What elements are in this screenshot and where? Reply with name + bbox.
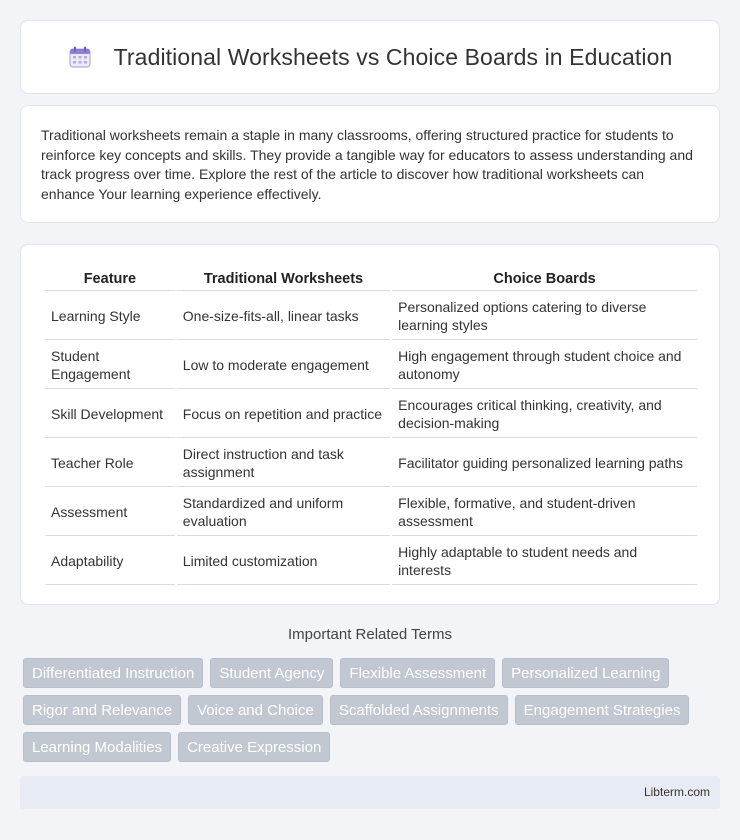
tag-student-agency[interactable]: Student Agency [210,658,333,688]
title-card [20,20,720,94]
table-cell: One-size-fits-all, linear tasks [177,293,390,340]
table-cell: Personalized options catering to diverse learning styles [392,293,697,340]
table-cell: Adaptability [45,538,175,585]
related-terms-list [23,658,723,762]
tag-differentiated-instruction[interactable]: Differentiated Instruction [23,658,203,688]
table-cell: Teacher Role [45,440,175,487]
table-cell: Highly adaptable to student needs and interests [392,538,697,585]
table-cell: Learning Style [45,293,175,340]
tag-voice-and-choice[interactable]: Voice and Choice [188,695,323,725]
intro-paragraph: Traditional worksheets remain a staple in many classrooms, offering structured practice for students to reinforce key concepts and skills. They provide a tangible way for educators to assess understanding and track progress over time. Explore the rest of the article to discover how traditional worksheets can enhance Your learning experience effectively. [41,127,693,202]
table-cell: Encourages critical thinking, creativity, and decision-making [392,391,697,438]
table-cell: Facilitator guiding personalized learning paths [392,440,697,487]
table-cell: Limited customization [177,538,390,585]
table-cell: Skill Development [45,391,175,438]
footer [20,776,720,809]
table-cell: Flexible, formative, and student-driven assessment [392,489,697,536]
table-row [45,391,697,438]
table-cell: Assessment [45,489,175,536]
tag-personalized-learning[interactable]: Personalized Learning [502,658,669,688]
calendar-icon [68,45,92,69]
tag-scaffolded-assignments[interactable]: Scaffolded Assignments [330,695,508,725]
table-row [45,342,697,389]
tag-engagement-strategies[interactable]: Engagement Strategies [515,695,690,725]
page-title: Traditional Worksheets vs Choice Boards in Education [113,43,673,70]
table-cell: Direct instruction and task assignment [177,440,390,487]
table-cell: High engagement through student choice and autonomy [392,342,697,389]
table-header-row [45,267,697,291]
column-header-feature: Feature [45,267,175,291]
tag-flexible-assessment[interactable]: Flexible Assessment [340,658,495,688]
comparison-card [20,244,720,605]
table-cell: Focus on repetition and practice [177,391,390,438]
tag-rigor-and-relevance[interactable]: Rigor and Relevance [23,695,181,725]
column-header-choice: Choice Boards [392,267,697,291]
related-terms-heading: Important Related Terms [288,626,452,643]
table-row [45,538,697,585]
column-header-traditional: Traditional Worksheets [177,267,390,291]
table-row [45,293,697,340]
footer-brand-link[interactable]: Libterm.com [643,785,710,799]
table-cell: Student Engagement [45,342,175,389]
tag-creative-expression[interactable]: Creative Expression [178,732,330,762]
table-row [45,440,697,487]
intro-card [20,105,720,223]
table-cell: Low to moderate engagement [177,342,390,389]
tag-learning-modalities[interactable]: Learning Modalities [23,732,171,762]
table-cell: Standardized and uniform evaluation [177,489,390,536]
table-row [45,489,697,536]
comparison-table [43,265,699,587]
